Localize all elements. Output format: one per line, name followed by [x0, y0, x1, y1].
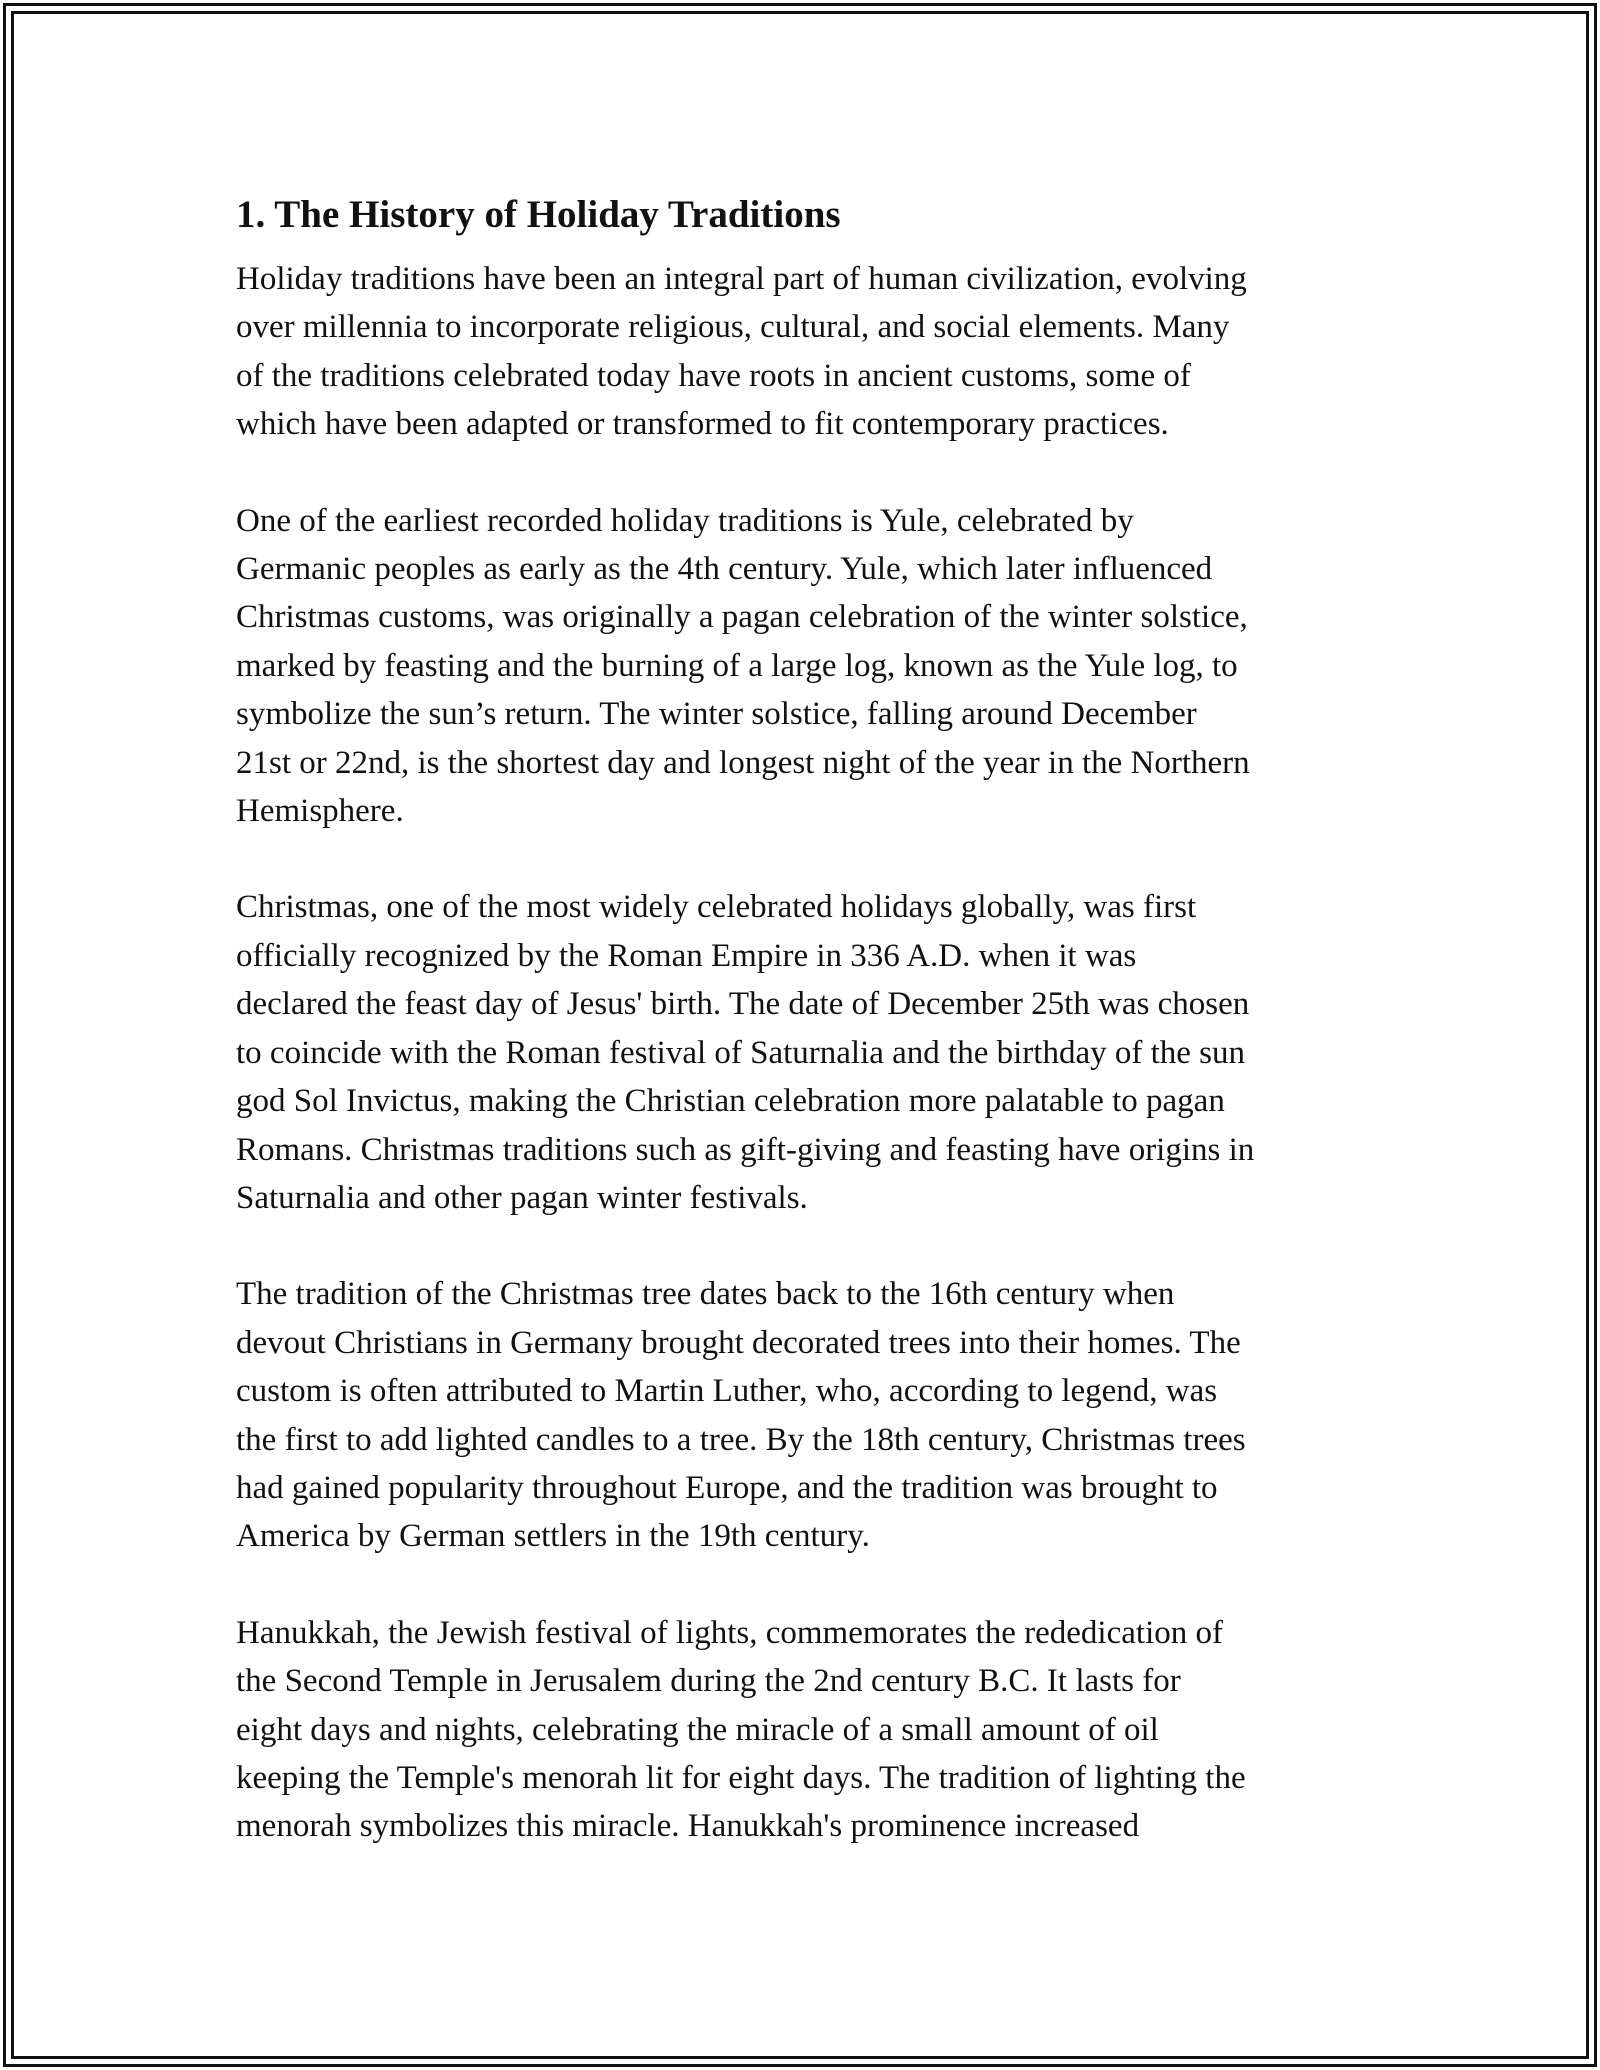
- paragraph-line: Saturnalia and other pagan winter festivals.: [236, 1179, 808, 1216]
- paragraph-line: officially recognized by the Roman Empire in 336 A.D. when it was: [236, 937, 1137, 974]
- paragraph-line: One of the earliest recorded holiday traditions is Yule, celebrated by: [236, 502, 1134, 539]
- paragraph-line: Holiday traditions have been an integral part of human civilization, evolving: [236, 261, 1247, 297]
- paragraph-line: of the traditions celebrated today have roots in ancient customs, some of: [236, 357, 1191, 394]
- paragraph-line: keeping the Temple's menorah lit for eight days. The tradition of lighting the: [236, 1759, 1246, 1796]
- paragraph-line: which have been adapted or transformed to fit contemporary practices.: [236, 406, 1169, 443]
- paragraph-line: declared the feast day of Jesus' birth. The date of December 25th was chosen: [236, 986, 1250, 1023]
- paragraph-line: custom is often attributed to Martin Luther, who, according to legend, was: [236, 1373, 1218, 1410]
- paragraph: [236, 1609, 1376, 1851]
- paragraph-line: the first to add lighted candles to a tree. By the 18th century, Christmas trees: [236, 1421, 1246, 1458]
- paragraph-line: Christmas customs, was originally a pagan celebration of the winter solstice,: [236, 599, 1248, 636]
- paragraph-line: god Sol Invictus, making the Christian celebration more palatable to pagan: [236, 1083, 1225, 1120]
- document-body: [236, 255, 1376, 1851]
- paragraph-line: The tradition of the Christmas tree dates back to the 16th century when: [236, 1276, 1175, 1313]
- paragraph-line: 21st or 22nd, is the shortest day and longest night of the year in the Northern: [236, 744, 1250, 781]
- paragraph-line: menorah symbolizes this miracle. Hanukkah's prominence increased: [236, 1808, 1140, 1845]
- paragraph: [236, 497, 1376, 836]
- paragraph: [236, 255, 1376, 449]
- paragraph-line: Hanukkah, the Jewish festival of lights, commemorates the rededication of: [236, 1614, 1223, 1651]
- paragraph-line: eight days and nights, celebrating the miracle of a small amount of oil: [236, 1711, 1159, 1748]
- paragraph: [236, 1270, 1376, 1560]
- paragraph-line: America by German settlers in the 19th century.: [236, 1518, 870, 1555]
- paragraph-line: symbolize the sun’s return. The winter solstice, falling around December: [236, 696, 1197, 733]
- paragraph-line: over millennia to incorporate religious, cultural, and social elements. Many: [236, 309, 1230, 346]
- paragraph-line: Christmas, one of the most widely celebrated holidays globally, was first: [236, 889, 1197, 926]
- paragraph-line: the Second Temple in Jerusalem during the 2nd century B.C. It lasts for: [236, 1663, 1181, 1700]
- paragraph-line: Romans. Christmas traditions such as gift-giving and feasting have origins in: [236, 1131, 1255, 1168]
- paragraph-line: devout Christians in Germany brought decorated trees into their homes. The: [236, 1324, 1241, 1361]
- paragraph-line: Hemisphere.: [236, 793, 404, 830]
- paragraph: [236, 883, 1376, 1222]
- document-content: [236, 183, 1376, 1899]
- paragraph-line: marked by feasting and the burning of a large log, known as the Yule log, to: [236, 647, 1238, 684]
- paragraph-line: had gained popularity throughout Europe, and the tradition was brought to: [236, 1469, 1218, 1506]
- paragraph-line: Germanic peoples as early as the 4th century. Yule, which later influenced: [236, 551, 1213, 588]
- section-heading: 1. The History of Holiday Traditions: [236, 193, 841, 236]
- paragraph-line: to coincide with the Roman festival of Saturnalia and the birthday of the sun: [236, 1034, 1245, 1071]
